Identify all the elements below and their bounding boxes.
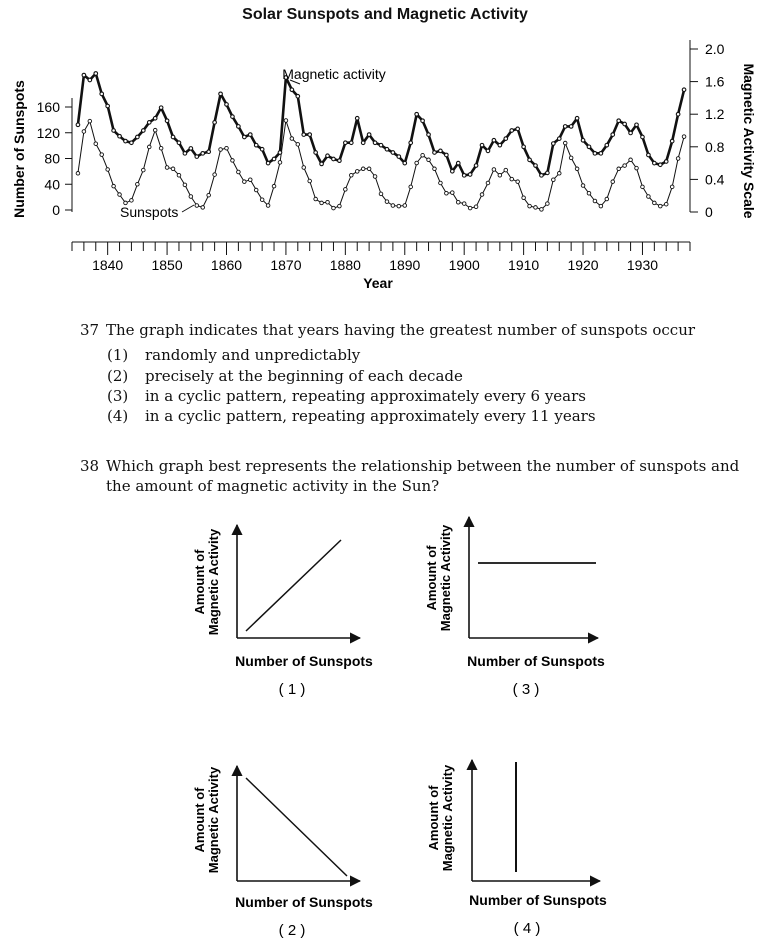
sunspots-point	[130, 199, 134, 203]
sunspots-point	[165, 166, 169, 170]
sunspots-point	[278, 161, 282, 165]
y-left-tick-label: 80	[44, 150, 60, 167]
magnetic-activity-point	[486, 149, 490, 153]
sunspots-point	[474, 205, 478, 209]
magnetic-activity-point	[552, 142, 556, 146]
sunspots-point	[344, 188, 348, 192]
magnetic-activity-point	[445, 153, 449, 157]
x-tick-label: 1930	[626, 257, 659, 273]
magnetic-activity-point	[248, 133, 252, 137]
sunspots-point	[82, 130, 86, 134]
graph-choice-label: ( 1 )	[278, 681, 306, 698]
sunspots-point	[611, 180, 615, 184]
magnetic-activity-point	[451, 169, 455, 173]
graph-choice-label: ( 3 )	[512, 681, 540, 698]
magnetic-activity-point	[391, 151, 395, 155]
magnetic-activity-point	[112, 129, 116, 133]
magnetic-activity-point	[314, 151, 318, 155]
q37-option-1[interactable]	[107, 346, 360, 364]
sunspots-point	[100, 153, 104, 157]
option-text: precisely at the beginning of each decade	[145, 367, 463, 385]
sunspots-point	[308, 179, 312, 183]
graph-x-label: Number of Sunspots	[469, 892, 607, 908]
magnetic-activity-point	[272, 157, 276, 161]
sunspots-point	[462, 202, 466, 206]
magnetic-activity-point	[421, 119, 425, 123]
sunspots-point	[88, 119, 92, 123]
sunspots-point	[171, 167, 175, 171]
sunspots-point	[213, 173, 217, 177]
graph-y-label-line-2: Magnetic Activity	[206, 766, 221, 874]
sunspots-point	[136, 182, 140, 186]
magnetic-activity-point	[243, 135, 247, 139]
sunspots-point	[599, 204, 603, 208]
sunspots-point	[682, 135, 686, 139]
x-tick-label: 1850	[151, 257, 183, 273]
magnetic-activity-point	[611, 133, 615, 137]
magnetic-activity-point	[557, 137, 561, 141]
sunspots-point	[540, 208, 544, 212]
question-text-line-2: the amount of magnetic activity in the Sun?	[106, 477, 440, 495]
sunspots-point	[516, 180, 520, 184]
sunspots-point	[403, 204, 407, 208]
sunspots-point	[552, 178, 556, 182]
y-left-tick-label: 160	[36, 99, 60, 115]
question-38-line-2	[106, 476, 439, 497]
magnetic-activity-point	[670, 139, 674, 143]
magnetic-activity-point	[528, 158, 532, 162]
sunspots-point	[112, 184, 116, 188]
magnetic-activity-point	[320, 162, 324, 166]
sunspots-point	[421, 153, 425, 157]
magnetic-activity-point	[664, 160, 668, 164]
magnetic-activity-point	[397, 155, 401, 159]
option-number: (3)	[107, 387, 129, 405]
magnetic-activity-point	[159, 106, 163, 110]
sunspots-point	[147, 145, 151, 149]
x-tick-label: 1880	[329, 257, 361, 273]
sunspots-point	[587, 191, 591, 195]
magnetic-activity-point	[183, 152, 187, 156]
sunspots-point	[373, 175, 377, 179]
sunspots-point	[670, 185, 674, 189]
magnetic-activity-point	[302, 133, 306, 137]
sunspots-point	[623, 164, 627, 168]
sunspots-point	[593, 199, 597, 203]
sunspots-point	[142, 168, 146, 172]
sunspots-point	[201, 206, 205, 210]
x-tick-label: 1870	[270, 257, 302, 273]
sunspots-annotation: Sunspots	[120, 204, 179, 220]
sunspots-point	[658, 204, 662, 208]
sunspots-point	[664, 202, 668, 206]
sunspots-point	[106, 168, 110, 172]
sunspots-point	[367, 167, 371, 171]
sunspots-point	[332, 206, 336, 210]
graph-y-label-line-2: Magnetic Activity	[206, 528, 221, 636]
y-right-tick-label: 0.4	[705, 171, 725, 188]
sunspots-point	[557, 172, 561, 176]
sunspots-point	[272, 184, 276, 188]
x-tick-label: 1890	[389, 257, 421, 273]
sunspots-point	[641, 185, 645, 189]
magnetic-activity-point	[433, 151, 437, 155]
magnetic-activity-point	[254, 143, 258, 147]
magnetic-activity-point	[504, 137, 508, 141]
sunspots-point	[629, 158, 633, 162]
sunspots-point	[260, 198, 264, 202]
x-axis-label: Year	[363, 275, 393, 291]
magnetic-activity-point	[653, 161, 657, 165]
magnetic-activity-point	[658, 163, 662, 167]
sunspots-point	[296, 143, 300, 147]
y-left-tick-label: 120	[36, 124, 60, 141]
magnetic-activity-point	[136, 135, 140, 139]
magnetic-activity-point	[189, 147, 193, 151]
y-right-tick-label: 1.6	[705, 73, 725, 90]
sunspots-point	[439, 181, 443, 185]
sunspots-point	[349, 173, 353, 177]
sunspots-point	[118, 193, 122, 197]
magnetic-activity-point	[575, 116, 579, 120]
answer-graph-2[interactable]	[192, 766, 373, 939]
sunspots-point	[379, 192, 383, 196]
option-text: randomly and unpredictably	[145, 346, 361, 364]
sunspots-point	[617, 167, 621, 171]
magnetic-activity-point	[147, 121, 151, 125]
magnetic-activity-line	[78, 74, 684, 176]
magnetic-activity-point	[629, 131, 633, 135]
sunspots-point	[504, 168, 508, 172]
magnetic-activity-point	[225, 103, 229, 107]
sunspots-point	[391, 204, 395, 208]
magnetic-activity-point	[540, 174, 544, 178]
magnetic-activity-point	[522, 145, 526, 149]
magnetic-activity-point	[195, 155, 199, 159]
answer-graph-4[interactable]	[426, 760, 607, 937]
magnetic-activity-point	[355, 116, 359, 120]
magnetic-activity-point	[290, 88, 294, 92]
magnetic-activity-point	[415, 112, 419, 116]
sunspots-point	[207, 193, 211, 197]
q37-option-3[interactable]	[107, 387, 586, 405]
graph-y-label-line-2: Magnetic Activity	[438, 524, 453, 632]
magnetic-activity-point	[124, 139, 128, 143]
magnetic-activity-point	[213, 121, 217, 125]
magnetic-activity-point	[563, 125, 567, 129]
sunspots-point	[563, 141, 567, 145]
option-text: in a cyclic pattern, repeating approximately every 11 years	[145, 407, 596, 425]
magnetic-activity-point	[498, 143, 502, 147]
sunspots-point	[635, 166, 639, 170]
sunspots-point	[445, 191, 449, 195]
sunspots-point	[451, 191, 455, 195]
magnetic-activity-point	[100, 92, 104, 96]
y-left-axis-label: Number of Sunspots	[11, 80, 27, 218]
magnetic-activity-point	[474, 164, 478, 168]
magnetic-activity-point	[385, 147, 389, 151]
sunspots-point	[183, 183, 187, 187]
sunspots-point	[284, 119, 288, 123]
magnetic-activity-point	[379, 143, 383, 147]
magnetic-activity-point	[153, 116, 157, 120]
graph-y-label-line-1: Amount of	[192, 549, 207, 615]
sunspots-point	[94, 142, 98, 146]
sunspot-magnetic-chart	[0, 0, 770, 300]
graph-y-label-line-1: Amount of	[192, 787, 207, 853]
magnetic-activity-point	[349, 141, 353, 145]
magnetic-activity-point	[88, 78, 92, 82]
magnetic-activity-point	[516, 127, 520, 131]
sunspots-point	[225, 146, 229, 150]
magnetic-activity-point	[94, 72, 98, 76]
sunspots-point	[320, 201, 324, 205]
q37-option-2[interactable]	[107, 367, 463, 385]
magnetic-activity-point	[581, 138, 585, 142]
magnetic-activity-point	[171, 135, 175, 139]
magnetic-activity-point	[462, 174, 466, 178]
magnetic-activity-point	[76, 123, 80, 127]
magnetic-activity-point	[231, 115, 235, 119]
y-right-axis-label: Magnetic Activity Scale	[741, 63, 757, 219]
magnetic-activity-point	[617, 119, 621, 123]
y-left-tick-label: 40	[44, 176, 60, 193]
y-right-tick-label: 1.2	[705, 106, 725, 123]
sunspots-point	[480, 193, 484, 197]
magnetic-activity-point	[165, 119, 169, 123]
magnetic-activity-point	[546, 171, 550, 175]
sunspots-point	[314, 197, 318, 201]
x-tick-label: 1910	[508, 257, 540, 273]
sunspots-point	[177, 173, 181, 177]
y-left-tick-label: 0	[52, 202, 60, 218]
magnetic-activity-point	[569, 125, 573, 129]
sunspots-point	[433, 167, 437, 171]
sunspots-point	[676, 157, 680, 161]
sunspots-point	[326, 200, 330, 204]
sunspots-point	[159, 146, 163, 150]
sunspots-point	[456, 200, 460, 204]
magnetic-activity-point	[605, 143, 609, 147]
magnetic-activity-point	[593, 152, 597, 156]
sunspots-point	[290, 137, 294, 141]
magnetic-activity-point	[492, 138, 496, 142]
chart-series	[76, 72, 686, 212]
sunspots-point	[546, 202, 550, 206]
question-text-line-1: Which graph best represents the relationship between the number of sunspots and	[106, 457, 740, 475]
sunspots-point	[266, 204, 270, 208]
x-tick-label: 1860	[210, 257, 243, 273]
sunspots-point	[409, 185, 413, 189]
magnetic-activity-point	[647, 153, 651, 157]
magnetic-activity-point	[403, 161, 407, 165]
sunspots-point	[243, 180, 247, 184]
x-tick-label: 1900	[448, 257, 480, 273]
sunspots-point	[385, 200, 389, 204]
sunspots-point	[254, 188, 258, 192]
magnetic-activity-point	[427, 133, 431, 137]
sunspots-point	[510, 177, 514, 181]
sunspots-point	[486, 181, 490, 185]
question-38	[80, 456, 739, 477]
graph-y-label-line-1: Amount of	[424, 545, 439, 611]
magnetic-activity-point	[201, 152, 205, 156]
magnetic-activity-point	[439, 149, 443, 153]
graph-x-label: Number of Sunspots	[235, 653, 373, 669]
sunspots-point	[575, 167, 579, 171]
question-text: The graph indicates that years having the greatest number of sunspots occur	[106, 321, 696, 339]
answer-graph-3[interactable]	[424, 517, 605, 698]
magnetic-activity-point	[676, 112, 680, 116]
x-tick-label: 1920	[567, 257, 599, 273]
sunspots-point	[528, 204, 532, 208]
q37-option-4[interactable]	[107, 407, 596, 425]
question-number: 38	[80, 457, 100, 475]
sunspots-point	[153, 128, 157, 132]
magnetic-activity-point	[344, 141, 348, 145]
option-number: (1)	[107, 346, 129, 364]
magnetic-activity-point	[207, 150, 211, 154]
sunspots-point	[522, 196, 526, 200]
question-number: 37	[80, 321, 100, 339]
sunspots-point	[397, 204, 401, 208]
magnetic-activity-point	[409, 141, 413, 145]
magnetic-activity-point	[623, 122, 627, 126]
magnetic-activity-point	[130, 141, 134, 145]
magnetic-activity-point	[219, 92, 223, 96]
sunspots-point	[355, 170, 359, 174]
y-right-tick-label: 2.0	[705, 41, 725, 57]
graph-y-label-line-1: Amount of	[426, 785, 441, 851]
sunspots-point	[581, 184, 585, 188]
magnetic-activity-point	[338, 159, 342, 163]
magnetic-activity-point	[266, 161, 270, 165]
option-text: in a cyclic pattern, repeating approximately every 6 years	[145, 387, 586, 405]
graph-choice-label: ( 2 )	[278, 922, 306, 939]
magnetic-activity-point	[82, 73, 86, 77]
magnetic-activity-point	[682, 88, 686, 92]
sunspots-point	[468, 206, 472, 210]
magnetic-activity-point	[106, 104, 110, 108]
magnetic-activity-point	[260, 147, 264, 151]
magnetic-activity-point	[641, 135, 645, 139]
magnetic-activity-point	[367, 133, 371, 137]
magnetic-activity-point	[142, 129, 146, 133]
magnetic-activity-point	[587, 145, 591, 149]
answer-graph-1[interactable]	[192, 525, 373, 698]
magnetic-activity-point	[468, 173, 472, 177]
sunspots-point	[569, 156, 573, 160]
magnetic-activity-point	[456, 161, 460, 165]
magnetic-activity-point	[534, 164, 538, 168]
sunspots-point	[338, 204, 342, 208]
sunspots-point	[534, 206, 538, 210]
magnetic-activity-point	[326, 154, 330, 158]
sunspots-point	[189, 195, 193, 199]
magnetic-activity-point	[480, 143, 484, 147]
sunspots-point	[647, 195, 651, 199]
magnetic-activity-point	[237, 125, 241, 129]
graph-x-label: Number of Sunspots	[467, 653, 605, 669]
sunspots-point	[427, 158, 431, 162]
magnetic-activity-point	[361, 141, 365, 145]
sunspots-pointer	[182, 205, 194, 212]
magnetic-activity-point	[635, 123, 639, 127]
sunspots-point	[605, 197, 609, 201]
relationship-line-increasing	[246, 540, 341, 631]
graph-y-label-line-2: Magnetic Activity	[440, 764, 455, 872]
option-number: (4)	[107, 407, 129, 425]
sunspots-point	[492, 168, 496, 172]
magnetic-activity-point	[118, 134, 122, 138]
question-37	[80, 320, 695, 341]
relationship-line-decreasing	[246, 778, 347, 876]
sunspots-point	[248, 178, 252, 182]
sunspots-point	[195, 204, 199, 208]
magnetic-activity-point	[278, 151, 282, 155]
sunspots-point	[653, 201, 657, 205]
x-tick-label: 1840	[92, 257, 124, 273]
graph-x-label: Number of Sunspots	[235, 894, 373, 910]
magnetic-activity-point	[373, 141, 377, 145]
chart-title: Solar Sunspots and Magnetic Activity	[242, 6, 528, 23]
y-right-tick-label: 0	[705, 204, 713, 220]
sunspots-point	[76, 172, 80, 176]
graph-choice-label: ( 4 )	[513, 920, 541, 937]
magnetic-activity-point	[308, 133, 312, 137]
sunspots-point	[231, 159, 235, 163]
magnetic-activity-point	[296, 94, 300, 98]
sunspots-point	[361, 167, 365, 171]
y-right-tick-label: 0.8	[705, 138, 725, 155]
sunspots-point	[415, 161, 419, 165]
magnetic-activity-point	[599, 152, 603, 156]
sunspots-point	[302, 166, 306, 170]
sunspots-point	[219, 148, 223, 152]
magnetic-activity-point	[332, 157, 336, 161]
option-number: (2)	[107, 367, 129, 385]
sunspots-point	[498, 173, 502, 177]
magnetic-activity-point	[177, 141, 181, 145]
magnetic-activity-annotation: Magnetic activity	[282, 66, 386, 82]
magnetic-activity-point	[510, 129, 514, 133]
sunspots-point	[237, 170, 241, 174]
